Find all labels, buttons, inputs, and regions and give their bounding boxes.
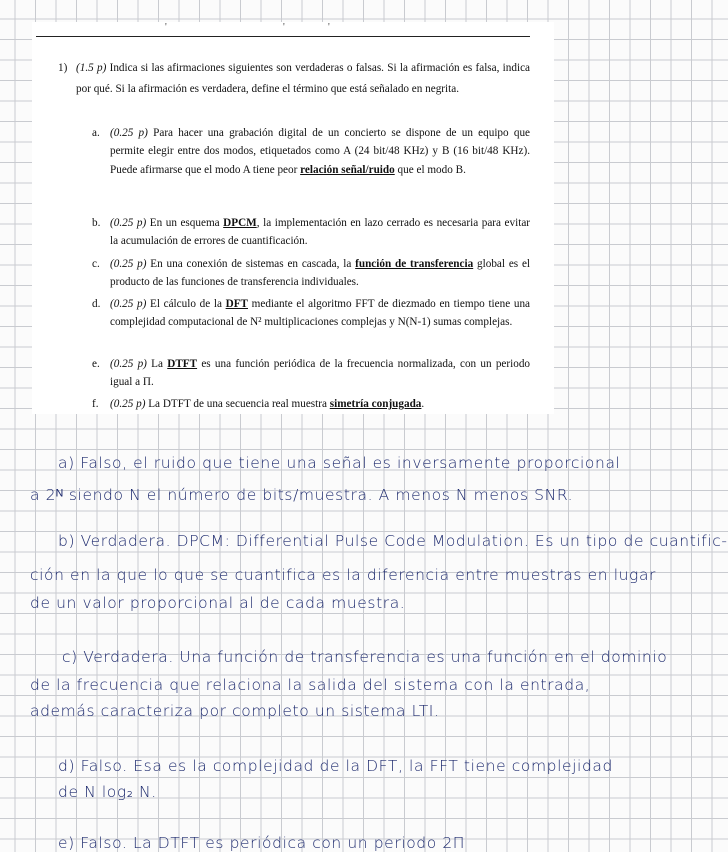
- answer-a-line-2: a 2ᴺ siendo N el número de bits/muestra. A menos N menos SNR.: [30, 486, 574, 504]
- item-text: [110, 255, 530, 292]
- item-term: DFT: [225, 298, 248, 310]
- item-label: a.: [92, 127, 100, 139]
- answer-c-line-1: c) Verdadera. Una función de transferencia es una función en el dominio: [62, 648, 668, 666]
- question-statement: [76, 58, 530, 99]
- answer-a-line-1: a) Falso, el ruido que tiene una señal es inversamente proporcional: [58, 454, 621, 472]
- item-term: DPCM: [223, 217, 257, 229]
- item-label: b.: [92, 217, 101, 229]
- item-b: [92, 214, 530, 251]
- answer-e-line-1: e) Falso. La DTFT es periódica con un periodo 2Π: [58, 834, 466, 852]
- item-after: mediante el algoritmo FFT de diezmado en tiempo tiene una complejidad computacional de N² multiplicaciones complejas y N(N-1) sumas complejas.: [110, 298, 531, 329]
- item-label: c.: [92, 258, 100, 270]
- header-mark: ': [283, 22, 285, 33]
- item-after: que el modo B.: [397, 163, 466, 176]
- answer-c-line-2: de la frecuencia que relaciona la salida del sistema con la entrada,: [30, 676, 591, 694]
- answer-d-line-2: de N log₂ N.: [58, 783, 157, 801]
- item-text: [110, 124, 530, 179]
- item-points: (0.25 p): [110, 358, 147, 370]
- item-after: es una función periódica de la frecuencia normalizada, con un periodo igual a Π.: [110, 358, 531, 389]
- question-1: [60, 58, 530, 99]
- item-before: En una conexión de sistemas en cascada, la: [150, 258, 352, 270]
- question-points: (1.5 p): [76, 62, 107, 74]
- item-term: simetría conjugada: [329, 398, 422, 410]
- item-d: [92, 295, 530, 332]
- item-after: .: [421, 398, 425, 410]
- item-points: (0.25 p): [110, 398, 146, 410]
- answer-b-line-1: b) Verdadera. DPCM: Differential Pulse Code Modulation. Es un tipo de cuantific-: [58, 532, 728, 550]
- item-after: , la implementación en lazo cerrado es necesaria para evitar la acumulación de errores de cuantificación.: [110, 217, 531, 248]
- item-term: relación señal/ruido: [300, 163, 395, 176]
- item-label: f.: [92, 398, 99, 410]
- answer-b-line-2: ción en la que lo que se cuantifica es la diferencia entre muestras en lugar: [30, 566, 657, 584]
- item-a: [92, 124, 530, 179]
- header-rule: [36, 36, 530, 37]
- item-points: (0.25 p): [110, 258, 147, 270]
- answer-b-line-3: de un valor proporcional al de cada muestra.: [30, 594, 406, 612]
- answer-c-line-3: además caracteriza por completo un sistema LTI.: [30, 702, 440, 720]
- item-f: [92, 395, 530, 413]
- item-points: (0.25 p): [110, 217, 147, 229]
- answer-d-line-1: d) Falso. Esa es la complejidad de la DFT, la FFT tiene complejidad: [58, 757, 613, 775]
- item-c: [92, 255, 530, 292]
- item-text: [110, 355, 530, 392]
- item-label: e.: [92, 358, 100, 370]
- item-label: d.: [92, 298, 101, 310]
- item-text: [110, 395, 530, 413]
- item-term: función de transferencia: [355, 258, 474, 270]
- item-before: La: [151, 358, 163, 370]
- item-before: La DTFT de una secuencia real muestra: [148, 398, 327, 410]
- item-points: (0.25 p): [110, 298, 147, 310]
- item-points: (0.25 p): [110, 127, 148, 139]
- item-before: Para hacer una grabación digital de un concierto se dispone de un equipo que permite elegir entre dos modos, etiquetados como A (24 bit/48 KHz) y B (16 bit/48 KHz). Puede afirmarse que el modo A tiene peor: [110, 127, 531, 176]
- item-after: global es el producto de las funciones de transferencia individuales.: [110, 258, 531, 289]
- item-text: [110, 295, 530, 332]
- item-e: [92, 355, 530, 392]
- item-text: [110, 214, 530, 251]
- question-text: Indica si las afirmaciones siguientes son verdaderas o falsas. Si la afirmación es falsa, indica por qué. Si la afirmación es verdadera, define el término que está señalado en negrita.: [76, 62, 531, 95]
- question-number: 1): [58, 62, 68, 74]
- header-mark: ': [165, 22, 167, 33]
- item-term: DTFT: [167, 358, 198, 370]
- header-mark: ': [328, 22, 330, 33]
- item-before: El cálculo de la: [150, 298, 222, 310]
- item-before: En un esquema: [149, 217, 220, 229]
